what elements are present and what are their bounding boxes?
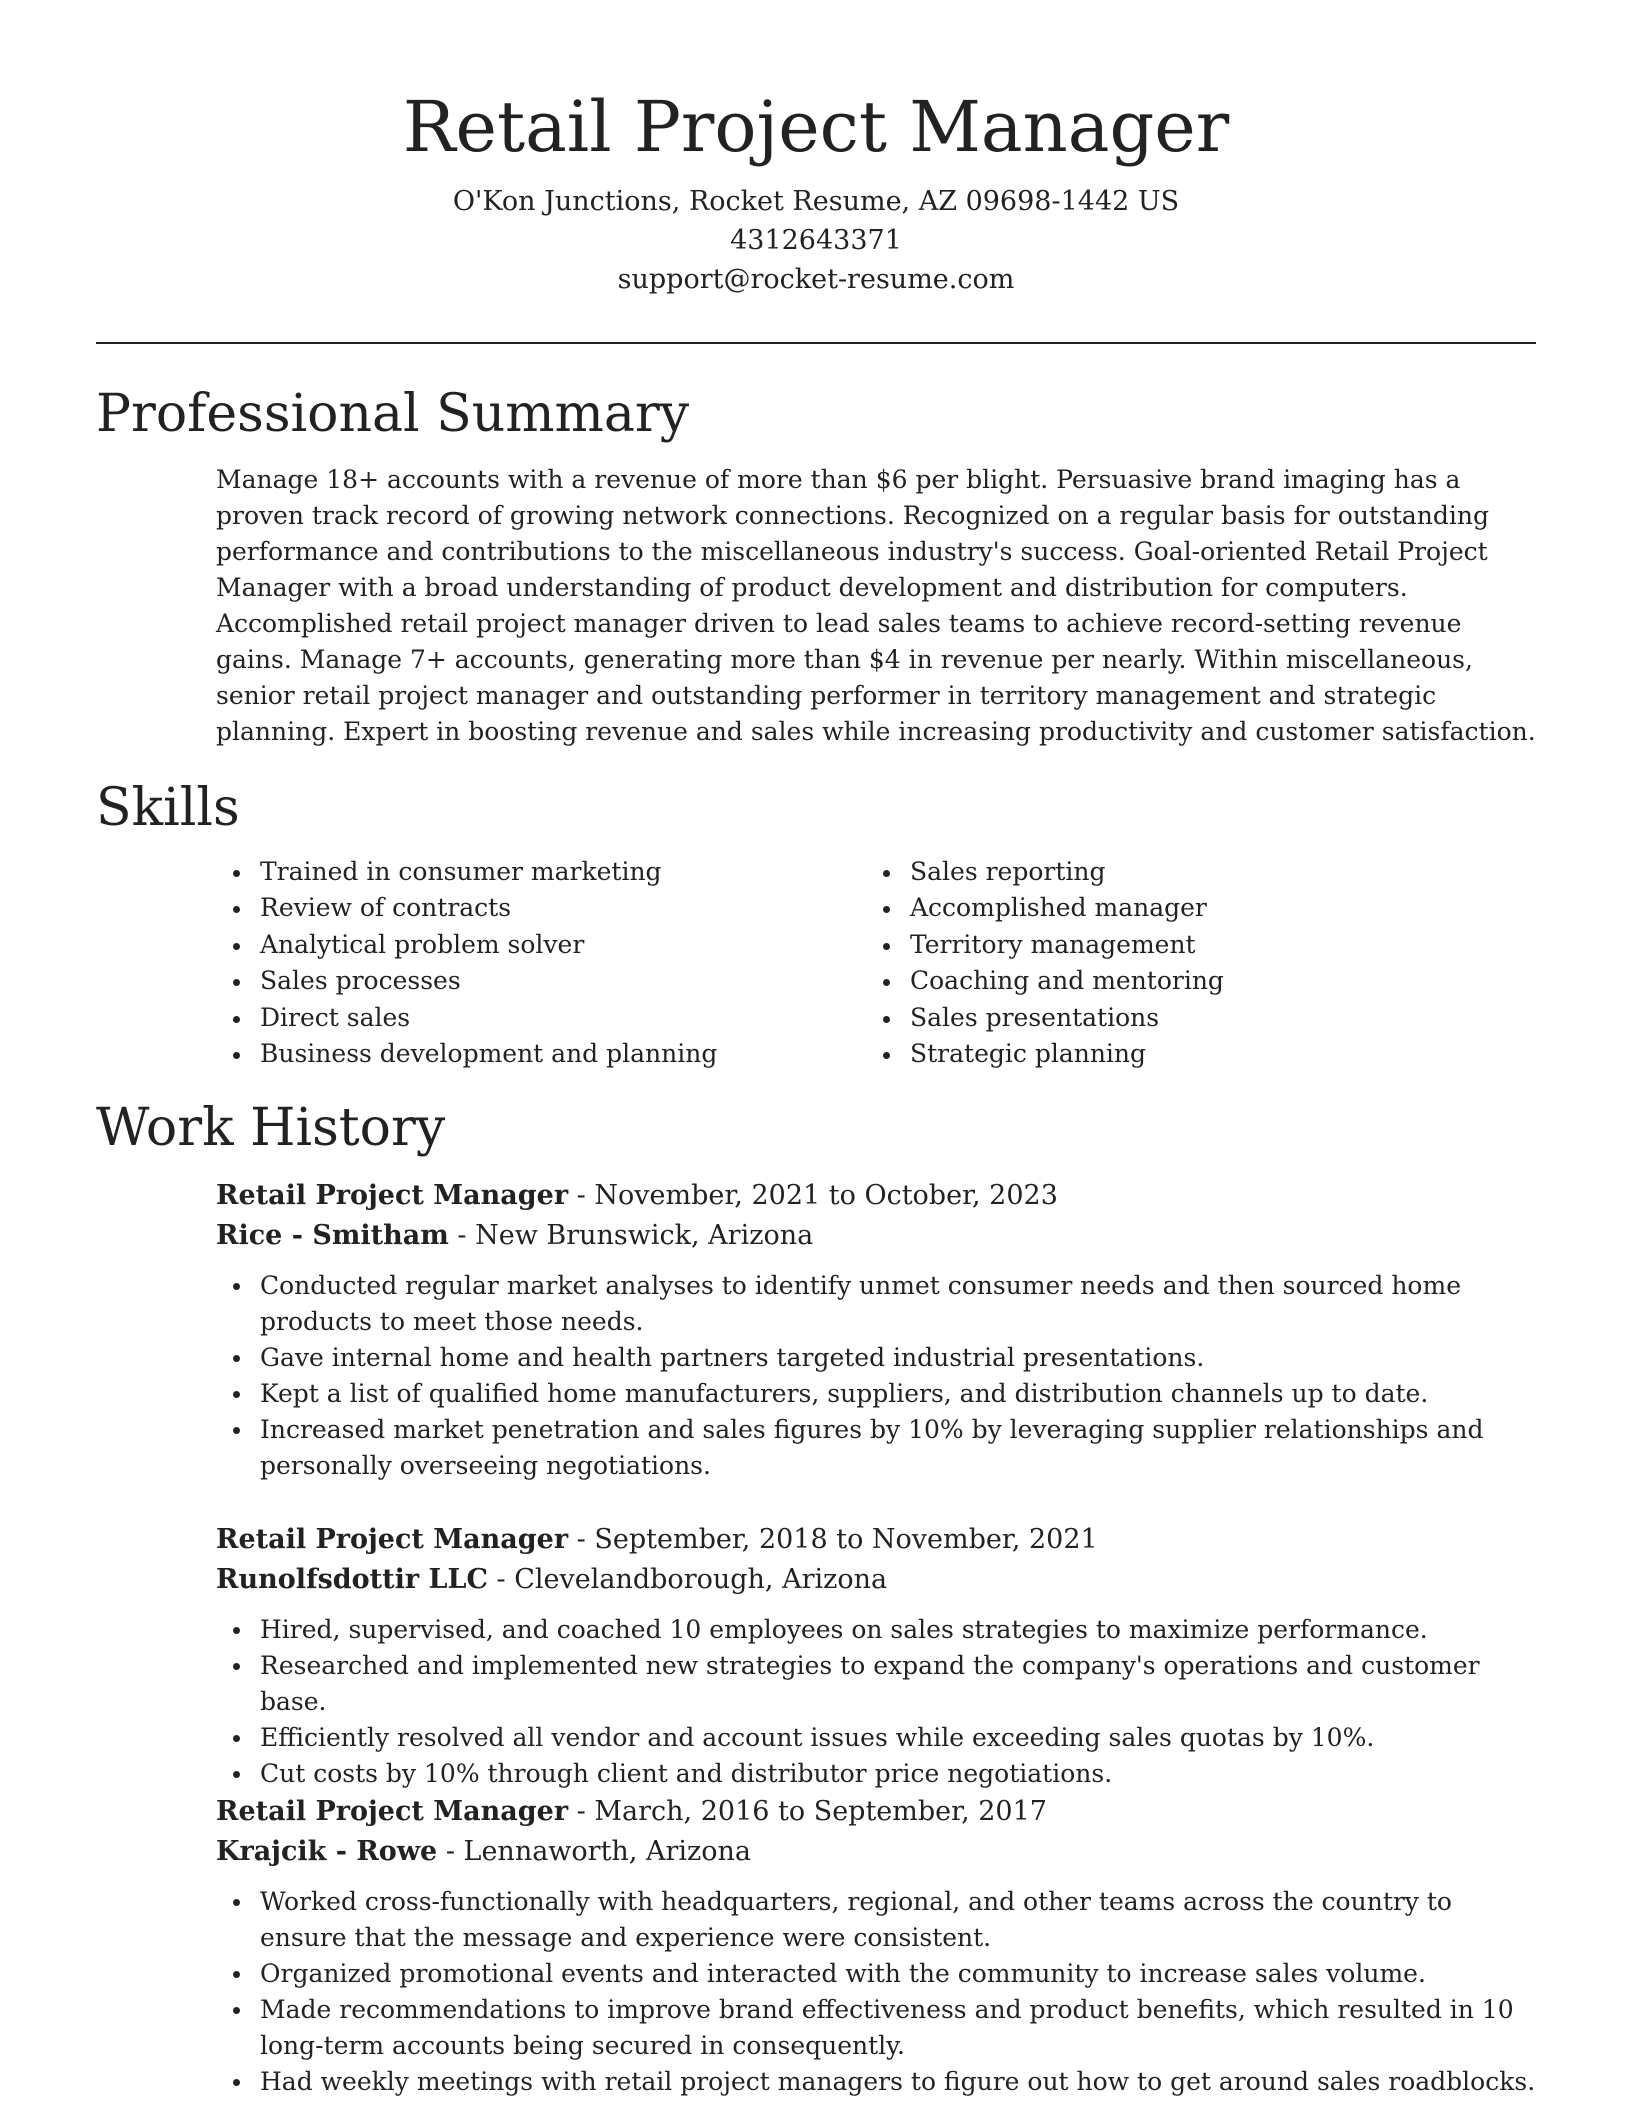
skill-item: Sales processes <box>216 963 866 999</box>
header-divider <box>96 342 1536 344</box>
job-bullet: Made recommendations to improve brand effectiveness and product benefits, which resulted in 10 long-term accounts being secured in consequently. <box>216 1992 1536 2064</box>
job-title: Retail Project Manager <box>216 1180 569 1211</box>
job-title-line <box>216 1176 1536 1216</box>
job-company: Runolfsdottir LLC <box>216 1564 488 1595</box>
skill-item: Strategic planning <box>866 1036 1536 1072</box>
skill-item: Coaching and mentoring <box>866 963 1536 999</box>
job-entry <box>216 1520 1536 1792</box>
job-entry <box>216 1176 1536 1484</box>
contact-email: support@rocket-resume.com <box>617 264 1015 295</box>
job-company: Rice - Smitham <box>216 1220 449 1251</box>
job-bullet: Had weekly meetings with retail project managers to figure out how to get around sales roadblocks. <box>216 2064 1536 2100</box>
job-dates: - September, 2018 to November, 2021 <box>568 1524 1098 1555</box>
resume-header <box>0 82 1632 299</box>
job-title: Retail Project Manager <box>216 1524 569 1555</box>
contact-phone: 4312643371 <box>730 225 902 256</box>
job-bullet: Efficiently resolved all vendor and account issues while exceeding sales quotas by 10%. <box>216 1720 1536 1756</box>
summary-text: Manage 18+ accounts with a revenue of more than $6 per blight. Persuasive brand imaging has a proven track record of growing network connections. Recognized on a regular basis for outstanding performance and contributions to the miscellaneous industry's success. Goal-oriented Retail Project Manager with a broad understanding of product development and distribution for computers. Accomplished retail project manager driven to lead sales teams to achieve record-setting revenue gains. Manage 7+ accounts, generating more than $4 in revenue per nearly. Within miscellaneous, senior retail project manager and outstanding performer in territory management and strategic planning. Expert in boosting revenue and sales while increasing productivity and customer satisfaction. <box>216 465 1536 746</box>
skill-item: Direct sales <box>216 1000 866 1036</box>
summary-heading: Professional Summary <box>96 384 690 444</box>
job-bullet: Organized promotional events and interacted with the community to increase sales volume. <box>216 1956 1536 1992</box>
job-bullet: Kept a list of qualified home manufacturers, suppliers, and distribution channels up to date. <box>216 1376 1536 1412</box>
job-title-line <box>216 1520 1536 1560</box>
skill-item: Sales reporting <box>866 854 1536 890</box>
contact-address: O'Kon Junctions, Rocket Resume, AZ 09698-1442 US <box>452 186 1180 217</box>
skill-item: Sales presentations <box>866 1000 1536 1036</box>
skills-list-left <box>216 854 866 1072</box>
job-bullet: Worked cross-functionally with headquarters, regional, and other teams across the country to ensure that the message and experience were consistent. <box>216 1884 1536 1956</box>
skill-item: Accomplished manager <box>866 890 1536 926</box>
skills-heading: Skills <box>96 778 240 838</box>
job-bullet: Increased market penetration and sales figures by 10% by leveraging supplier relationships and personally overseeing negotiations. <box>216 1412 1536 1484</box>
job-bullet: Gave internal home and health partners targeted industrial presentations. <box>216 1340 1536 1376</box>
job-title-line <box>216 1792 1536 1832</box>
job-company-line <box>216 1560 1536 1600</box>
job-company: Krajcik - Rowe <box>216 1836 438 1867</box>
job-entry <box>216 1792 1536 2100</box>
job-bullets <box>216 1612 1536 1792</box>
job-dates: - March, 2016 to September, 2017 <box>568 1796 1047 1827</box>
skill-item: Review of contracts <box>216 890 866 926</box>
skills-list-right <box>866 854 1536 1072</box>
skill-item: Territory management <box>866 927 1536 963</box>
job-title: Retail Project Manager <box>216 1796 569 1827</box>
job-bullets <box>216 1884 1536 2100</box>
job-bullet: Cut costs by 10% through client and distributor price negotiations. <box>216 1756 1536 1792</box>
job-company-line <box>216 1832 1536 1872</box>
job-company-line <box>216 1216 1536 1256</box>
job-bullet: Researched and implemented new strategies to expand the company's operations and customer base. <box>216 1648 1536 1720</box>
job-bullets <box>216 1268 1536 1484</box>
skill-item: Trained in consumer marketing <box>216 854 866 890</box>
job-bullet: Hired, supervised, and coached 10 employees on sales strategies to maximize performance. <box>216 1612 1536 1648</box>
skill-item: Analytical problem solver <box>216 927 866 963</box>
job-bullet: Conducted regular market analyses to identify unmet consumer needs and then sourced home products to meet those needs. <box>216 1268 1536 1340</box>
job-location: - Lennaworth, Arizona <box>437 1836 751 1867</box>
candidate-name: Retail Project Manager <box>402 86 1230 168</box>
skill-item: Business development and planning <box>216 1036 866 1072</box>
job-location: - New Brunswick, Arizona <box>448 1220 814 1251</box>
job-dates: - November, 2021 to October, 2023 <box>568 1180 1058 1211</box>
job-location: - Clevelandborough, Arizona <box>487 1564 888 1595</box>
work-history-heading: Work History <box>96 1098 446 1158</box>
